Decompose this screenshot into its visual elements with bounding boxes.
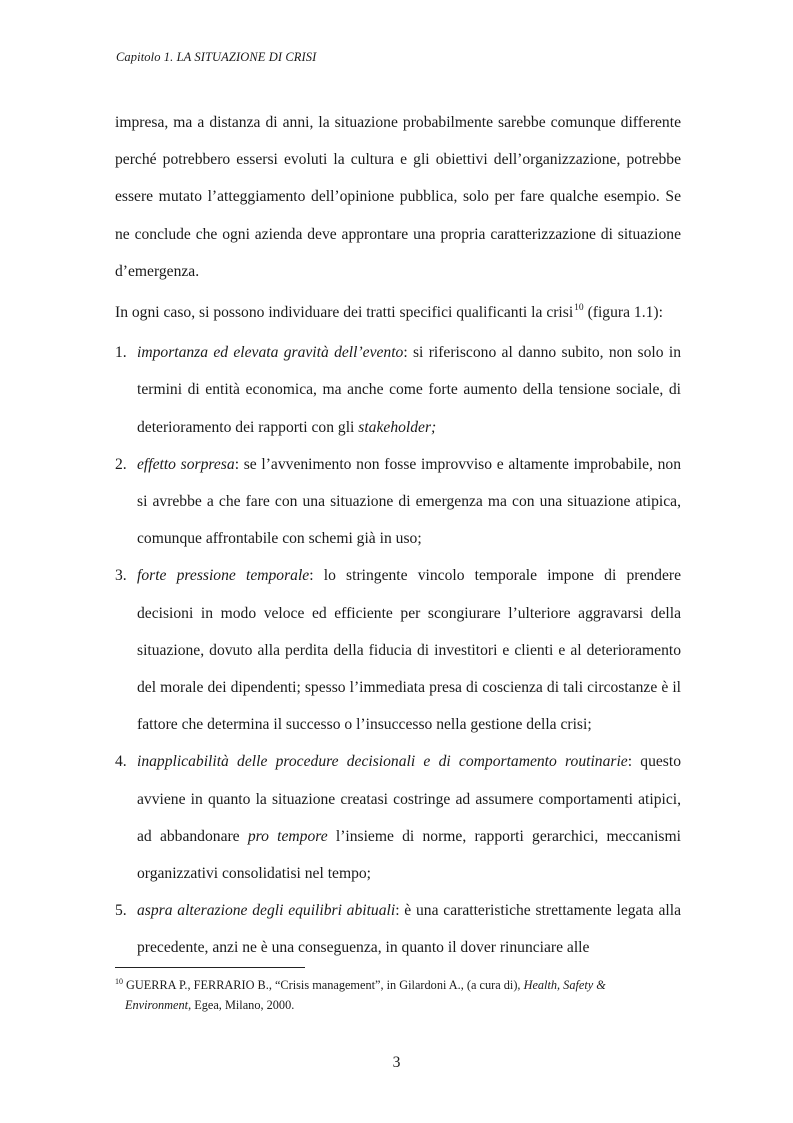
- footnote-continuation: [115, 996, 681, 1014]
- list-text-after: l’insieme di norme, rapporti gerarchici, meccanismi organizzativi consolidatisi nel tempo;: [137, 827, 681, 883]
- list-text: : questo avviene in quanto la situazione creatasi costringe ad assumere comportamenti atipici, ad abbandonare: [137, 753, 681, 845]
- list-number: 4.: [115, 753, 127, 771]
- list-text: : se l’avvenimento non fosse improvviso e altamente improbabile, non si avrebbe a che fare con una situazione di emergenza ma con una situazione atipica, comunque affrontabile con schemi già in uso;: [137, 455, 682, 548]
- footnote-italic-title-cont: Environment: [125, 998, 189, 1012]
- list-text: : lo stringente vincolo temporale impone di prendere decisioni in modo veloce ed efficiente per scongiurare l’ulteriore aggravarsi della situazione, dovuto alla perdita della fiducia di investitori e clienti e al deterioramento del morale dei dipendenti; spesso l’immediata presa di coscienza di tali circostanze è il fattore che determina il successo o l’insuccesso nella gestione della crisi;: [137, 567, 681, 734]
- lead-in-tail: (figura 1.1):: [583, 304, 663, 322]
- paragraph-intro: impresa, ma a distanza di anni, la situazione probabilmente sarebbe comunque differente perché potrebbero essersi evoluti la cultura e gli obiettivi dell’organizzazione, potrebbe essere mutato l’atteggiamento dell’opinione pubblica, solo per fare qualche esempio. Se ne conclude che ogni azienda deve approntare una propria caratterizzazione di situazione d’emergenza.: [115, 114, 681, 280]
- list-term: effetto sorpresa: [137, 455, 235, 473]
- page-number: 3: [392, 1054, 401, 1071]
- list-number: 5.: [115, 902, 127, 920]
- lead-in-text: In ogni caso, si possono individuare dei tratti specifici qualificanti la crisi: [115, 304, 574, 322]
- footnote: [115, 976, 681, 1014]
- footnote-text-end: , Egea, Milano, 2000.: [188, 998, 295, 1012]
- list-item-1: [115, 334, 681, 446]
- paragraph-lead-in: [115, 294, 681, 334]
- footnote-italic-title: Health, Safety &: [523, 978, 606, 992]
- list-number: 2.: [115, 455, 127, 473]
- list-text: : è una caratteristiche strettamente legata alla precedente, anzi ne è una conseguenza, in quanto il dover rinunciare alle: [137, 902, 681, 957]
- footnote-text-start: GUERRA P., FERRARIO B., “Crisis management”, in Gilardoni A., (a cura di),: [126, 978, 524, 992]
- list-term: aspra alterazione degli equilibri abituali: [137, 902, 396, 920]
- list-italic-mid: pro tempore: [247, 827, 328, 845]
- list-item-5: [115, 892, 681, 966]
- list-term: importanza ed elevata gravità dell’evento: [137, 344, 404, 362]
- list-text: : si riferiscono al danno subito, non solo in termini di entità economica, ma anche come forte aumento della tensione sociale, di deterioramento dei rapporti con gli: [137, 344, 681, 436]
- footnote-divider: [115, 967, 305, 968]
- list-item-3: [115, 557, 681, 743]
- footnote-reference[interactable]: 10: [574, 303, 584, 314]
- list-item-4: [115, 743, 681, 892]
- list-italic-tail: stakeholder;: [358, 418, 437, 436]
- list-term: inapplicabilità delle procedure decisionali e di comportamento routinarie: [137, 753, 628, 771]
- list-item-2: [115, 446, 681, 558]
- list-number: 1.: [115, 344, 127, 362]
- footnote-number: 10: [115, 977, 123, 986]
- running-header: Capitolo 1. LA SITUAZIONE DI CRISI: [116, 50, 317, 64]
- list-term: forte pressione temporale: [137, 567, 310, 585]
- body-text: [115, 104, 681, 967]
- list-number: 3.: [115, 567, 127, 585]
